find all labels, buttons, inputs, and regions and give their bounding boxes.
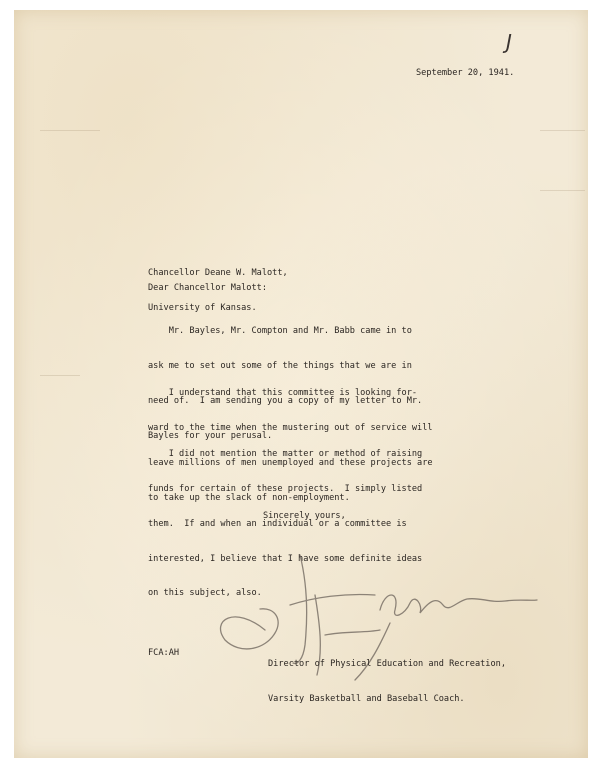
- paper-crease: [540, 130, 585, 131]
- title-line: Varsity Basketball and Baseball Coach.: [268, 693, 465, 704]
- recipient-line: Chancellor Deane W. Malott,: [148, 268, 288, 279]
- paragraph-line: ward to the time when the mustering out of service will: [148, 422, 433, 433]
- paragraph-line: ask me to set out some of the things that we are in: [148, 360, 412, 371]
- paragraph-line: Bayles for your perusal.: [148, 430, 273, 441]
- paragraph-line: I understand that this committee is looking for-: [148, 388, 418, 399]
- letter-date: September 20, 1941.: [416, 68, 515, 78]
- corner-mark: J: [506, 30, 512, 54]
- closing: Sincerely yours,: [263, 511, 346, 521]
- paragraph-line: Mr. Bayles, Mr. Compton and Mr. Babb came in to: [148, 326, 412, 337]
- paragraph-line: interested, I believe that I have some definite ideas: [148, 553, 423, 564]
- paper-crease: [40, 375, 80, 376]
- recipient-line: University of Kansas.: [148, 302, 257, 313]
- paragraph-line: funds for certain of these projects. I simply listed: [148, 483, 423, 494]
- signature-title: [268, 636, 506, 717]
- salutation: Dear Chancellor Malott:: [148, 283, 267, 293]
- paragraph-line: need of. I am sending you a copy of my letter to Mr.: [148, 395, 423, 406]
- paragraph-line: leave millions of men unemployed and these projects are: [148, 457, 433, 468]
- paper-crease: [540, 190, 585, 191]
- paragraph-line: them. If and when an individual or a committee is: [148, 518, 407, 529]
- paragraph-line: on this subject, also.: [148, 588, 262, 599]
- paragraph-line: I did not mention the matter or method of raising: [148, 449, 423, 460]
- paragraph-line: to take up the slack of non-employment.: [148, 492, 350, 503]
- paper-crease: [40, 130, 100, 131]
- title-line: Director of Physical Education and Recreation,: [268, 659, 506, 670]
- reference-initials: FCA:AH: [148, 648, 180, 658]
